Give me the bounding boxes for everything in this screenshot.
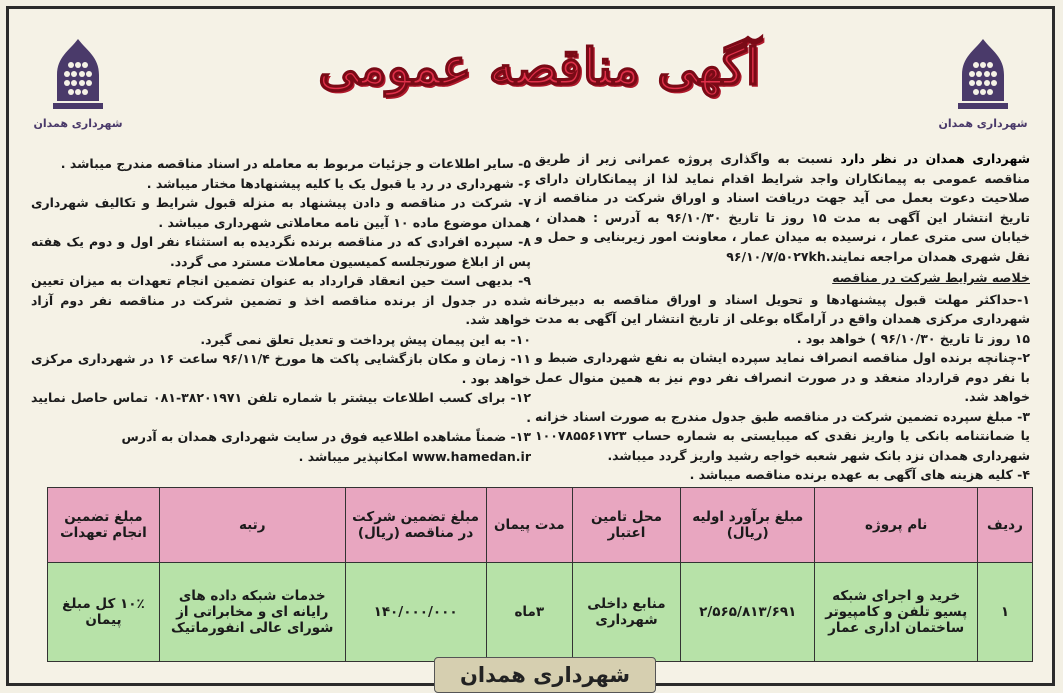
intro-paragraph: [535, 149, 1030, 266]
table-row: [48, 563, 1033, 662]
logo-caption: شهرداری همدان: [938, 117, 1028, 130]
condition-item: ۸- سپرده افرادی که در مناقصه برنده نگردیده به استثناء نفر اول و دوم یک هفته پس از ابلاغ صورتجلسه کمیسیون معاملات مسترد می گردد.: [31, 234, 531, 269]
tender-table: [47, 487, 1033, 662]
header-contract-duration: مدت پیمان: [486, 488, 572, 563]
website-suffix: امکانپذیر میباشد .: [298, 448, 413, 464]
header-funding-source: محل تامین اعتبار: [572, 488, 680, 563]
header-project-name: نام پروژه: [815, 488, 977, 563]
conditions-title: خلاصه شرایط شرکت در مناقصه: [832, 270, 1030, 285]
left-column: [31, 154, 531, 466]
condition-item: ۱۲- برای کسب اطلاعات بیشتر با شماره تلفن ۳۸۲۰۱۹۷۱-۰۸۱ تماس حاصل نمایید .: [31, 390, 531, 425]
website-link[interactable]: www.hamedan.ir: [412, 448, 531, 464]
municipality-logo-right: [938, 37, 1028, 132]
advertisement-page: [6, 6, 1055, 686]
footer-label: شهرداری همدان: [434, 657, 656, 693]
condition-item: ۲-چنانچه برنده اول مناقصه انصراف نماید سپرده ایشان به نفع شهرداری ضبط و با نفر دوم قرارداد منعقد و در صورت انصراف نفر دوم نیز به همین منوال عمل خواهد شد.: [535, 350, 1030, 404]
condition-item: ۹- بدیهی است حین انعقاد قرارداد به عنوان تضمین انجام تعهدات به میزان تعیین شده در جدول از برنده مناقصه اخذ و تضمین شرکت در مناقصه نفر دوم آزاد خواهد شد.: [31, 273, 531, 327]
condition-item: ۴- کلیه هزینه های آگهی به عهده برنده مناقصه میباشد .: [689, 467, 1030, 482]
condition-item: ۱-حداکثر مهلت قبول پیشنهادها و تحویل اسناد و اوراق مناقصه به دبیرخانه شهرداری مرکزی همدان واقع در آرامگاه بوعلی از تاریخ انتشار این آگهی به مدت ۱۵ روز تا تاریخ ۹۶/۱۰/۳۰ ) خواهد بود .: [535, 291, 1030, 346]
intro-bold: شهرداری همدان در نظر دارد: [840, 151, 1030, 166]
municipality-emblem-icon: [954, 37, 1012, 115]
condition-item: ۷- شرکت در مناقصه و دادن پیشنهاد به منزله قبول شرایط و تکالیف شهرداری همدان موضوع ماده ۱۰ آیین نامه معاملاتی شهرداری میباشد .: [31, 195, 531, 230]
header-bid-guarantee: مبلغ تضمین شرکت در مناقصه (ریال): [345, 488, 486, 563]
condition-item: ۳- مبلغ سپرده تضمین شرکت در مناقصه طبق جدول مندرج به صورت اسناد خزانه یا ضمانتنامه بانکی یا واریز نقدی که میبایستی به شماره حساب ۱۰۰۷۸۵۵۶۱۷۲۳ شهرداری همدان نزد بانک شهر شعبه خواجه رشید واریز گردد میباشد.: [535, 408, 1030, 463]
header-initial-estimate: مبلغ برآورد اولیه (ریال): [680, 488, 815, 563]
condition-item: ۱۳- ضمناً مشاهده اطلاعیه فوق در سایت شهرداری همدان به آدرس: [121, 429, 531, 444]
condition-item: ۱۰- به این پیمان پیش پرداخت و تعدیل تعلق نمی گیرد.: [200, 331, 531, 347]
intro-text: نسبت به واگذاری پروژه عمرانی زیر از طریق مناقصه عمومی به پیمانکاران واجد شرایط اقدام نماید لذا از پیمانکاران دارای صلاحیت دعوت بعمل می آید جهت دریافت اسناد و اوراق شرکت در مناقصه از تاریخ انتشار این آگهی به مدت ۱۵ روز تا تاریخ ۹۶/۱۰/۳۰ به آدرس : همدان ، خیابان سی متری عمار ، نرسیده به میدان عمار ، معاونت امور زیربنایی و حمل و نقل شهری همدان مراجعه نمایند.۹۶/۱۰/۷/۵۰۲۷kh: [535, 151, 1030, 264]
condition-item: ۵- سایر اطلاعات و جزئیات مربوط به معامله در اسناد مناقصه مندرج میباشد .: [60, 156, 531, 171]
cell-bid-guarantee: ۱۴۰/۰۰۰/۰۰۰: [345, 563, 486, 662]
page-title: آگهی مناقصه عمومی: [318, 37, 760, 96]
right-column: [535, 149, 1030, 485]
cell-project-name: خرید و اجرای شبکه پسیو تلفن و کامپیوتر ساختمان اداری عمار: [815, 563, 977, 662]
cell-initial-estimate: ۲/۵۶۵/۸۱۳/۶۹۱: [680, 563, 815, 662]
cell-rank: خدمات شبکه داده های رایانه ای و مخابراتی از شورای عالی انفورماتیک: [159, 563, 345, 662]
header-rank: رتبه: [159, 488, 345, 563]
website-line: [31, 447, 531, 467]
municipality-logo-left: [33, 37, 123, 132]
header-row-number: ردیف: [977, 488, 1032, 563]
logo-caption: شهرداری همدان: [33, 117, 123, 130]
municipality-emblem-icon: [49, 37, 107, 115]
cell-row-number: ۱: [977, 563, 1032, 662]
cell-funding-source: منابع داخلی شهرداری: [572, 563, 680, 662]
cell-contract-duration: ۳ماه: [486, 563, 572, 662]
condition-item: ۶- شهرداری در رد یا قبول یک یا کلیه پیشنهادها مختار میباشد .: [146, 175, 531, 191]
header-performance-guarantee: مبلغ تضمین انجام تعهدات: [48, 488, 160, 563]
table-header-row: [48, 488, 1033, 563]
condition-item: ۱۱- زمان و مکان بازگشایی پاکت ها مورخ ۹۶/۱۱/۴ ساعت ۱۶ در شهرداری مرکزی خواهد بود .: [31, 351, 532, 386]
cell-performance-guarantee: ۱۰٪ کل مبلغ پیمان: [48, 563, 160, 662]
